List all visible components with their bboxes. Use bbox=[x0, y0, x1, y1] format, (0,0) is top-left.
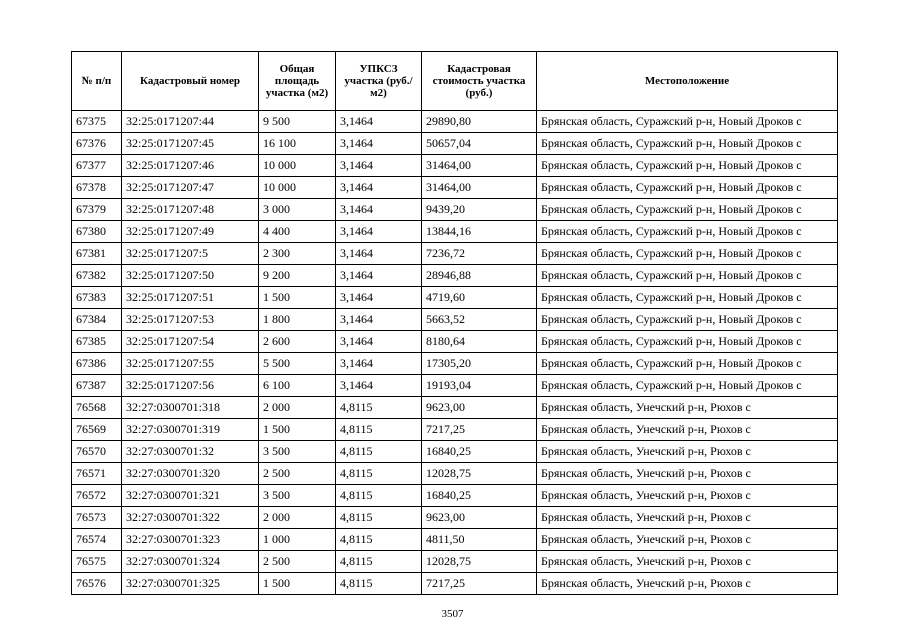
cell-total-area: 10 000 bbox=[259, 155, 336, 177]
cell-upksz: 3,1464 bbox=[336, 133, 422, 155]
cell-upksz: 4,8115 bbox=[336, 463, 422, 485]
cell-total-area: 2 500 bbox=[259, 463, 336, 485]
table-row bbox=[72, 133, 838, 155]
cell-upksz: 4,8115 bbox=[336, 419, 422, 441]
cell-cadastral-number: 32:25:0171207:5 bbox=[122, 243, 259, 265]
table-row bbox=[72, 463, 838, 485]
cell-cadastral-number: 32:25:0171207:46 bbox=[122, 155, 259, 177]
cell-number: 67375 bbox=[72, 111, 122, 133]
cell-number: 76571 bbox=[72, 463, 122, 485]
cell-cadastral-number: 32:27:0300701:324 bbox=[122, 551, 259, 573]
cell-cadastral-value: 9623,00 bbox=[422, 397, 537, 419]
cell-number: 67376 bbox=[72, 133, 122, 155]
cell-location: Брянская область, Суражский р-н, Новый Дроков с bbox=[537, 111, 838, 133]
table-row bbox=[72, 419, 838, 441]
cell-location: Брянская область, Унечский р-н, Рюхов с bbox=[537, 551, 838, 573]
cell-cadastral-value: 29890,80 bbox=[422, 111, 537, 133]
cell-location: Брянская область, Суражский р-н, Новый Дроков с bbox=[537, 265, 838, 287]
cell-location: Брянская область, Унечский р-н, Рюхов с bbox=[537, 507, 838, 529]
cell-upksz: 3,1464 bbox=[336, 353, 422, 375]
cell-cadastral-number: 32:25:0171207:45 bbox=[122, 133, 259, 155]
cell-cadastral-value: 16840,25 bbox=[422, 485, 537, 507]
cell-total-area: 4 400 bbox=[259, 221, 336, 243]
cell-location: Брянская область, Суражский р-н, Новый Дроков с bbox=[537, 199, 838, 221]
table-row bbox=[72, 265, 838, 287]
cell-upksz: 4,8115 bbox=[336, 551, 422, 573]
cell-cadastral-value: 16840,25 bbox=[422, 441, 537, 463]
cell-location: Брянская область, Унечский р-н, Рюхов с bbox=[537, 419, 838, 441]
cell-cadastral-value: 19193,04 bbox=[422, 375, 537, 397]
cell-upksz: 4,8115 bbox=[336, 397, 422, 419]
cell-number: 67384 bbox=[72, 309, 122, 331]
table-row bbox=[72, 309, 838, 331]
cell-upksz: 4,8115 bbox=[336, 485, 422, 507]
cell-upksz: 4,8115 bbox=[336, 507, 422, 529]
cell-total-area: 1 500 bbox=[259, 419, 336, 441]
cell-cadastral-number: 32:27:0300701:318 bbox=[122, 397, 259, 419]
cell-cadastral-value: 28946,88 bbox=[422, 265, 537, 287]
header-cadastral-value: Кадастровая стоимость участка (руб.) bbox=[422, 52, 537, 111]
cell-upksz: 3,1464 bbox=[336, 177, 422, 199]
table-row bbox=[72, 375, 838, 397]
cell-cadastral-value: 12028,75 bbox=[422, 463, 537, 485]
cell-upksz: 3,1464 bbox=[336, 265, 422, 287]
cell-total-area: 2 300 bbox=[259, 243, 336, 265]
cell-location: Брянская область, Унечский р-н, Рюхов с bbox=[537, 463, 838, 485]
cell-cadastral-number: 32:27:0300701:321 bbox=[122, 485, 259, 507]
cell-cadastral-number: 32:25:0171207:47 bbox=[122, 177, 259, 199]
cell-number: 67387 bbox=[72, 375, 122, 397]
table-row bbox=[72, 177, 838, 199]
table-row bbox=[72, 353, 838, 375]
cell-cadastral-number: 32:27:0300701:320 bbox=[122, 463, 259, 485]
cell-total-area: 2 500 bbox=[259, 551, 336, 573]
cell-number: 67383 bbox=[72, 287, 122, 309]
table-row bbox=[72, 573, 838, 595]
cell-total-area: 2 000 bbox=[259, 397, 336, 419]
cell-cadastral-value: 31464,00 bbox=[422, 177, 537, 199]
cell-location: Брянская область, Унечский р-н, Рюхов с bbox=[537, 573, 838, 595]
cell-number: 76570 bbox=[72, 441, 122, 463]
cell-upksz: 3,1464 bbox=[336, 243, 422, 265]
table-row bbox=[72, 551, 838, 573]
cell-total-area: 3 000 bbox=[259, 199, 336, 221]
cell-cadastral-number: 32:27:0300701:319 bbox=[122, 419, 259, 441]
cell-cadastral-number: 32:27:0300701:323 bbox=[122, 529, 259, 551]
cell-cadastral-value: 31464,00 bbox=[422, 155, 537, 177]
table-row bbox=[72, 155, 838, 177]
header-total-area: Общая площадь участка (м2) bbox=[259, 52, 336, 111]
cell-total-area: 16 100 bbox=[259, 133, 336, 155]
table-header-row bbox=[72, 52, 838, 111]
cell-number: 76568 bbox=[72, 397, 122, 419]
cell-cadastral-value: 7217,25 bbox=[422, 573, 537, 595]
cell-total-area: 2 000 bbox=[259, 507, 336, 529]
cell-total-area: 5 500 bbox=[259, 353, 336, 375]
header-number: № п/п bbox=[72, 52, 122, 111]
cell-upksz: 4,8115 bbox=[336, 529, 422, 551]
cell-cadastral-number: 32:25:0171207:53 bbox=[122, 309, 259, 331]
cell-cadastral-value: 7236,72 bbox=[422, 243, 537, 265]
cell-total-area: 2 600 bbox=[259, 331, 336, 353]
cell-total-area: 1 500 bbox=[259, 287, 336, 309]
cell-upksz: 3,1464 bbox=[336, 155, 422, 177]
cell-location: Брянская область, Унечский р-н, Рюхов с bbox=[537, 529, 838, 551]
cell-cadastral-number: 32:27:0300701:325 bbox=[122, 573, 259, 595]
cell-location: Брянская область, Суражский р-н, Новый Дроков с bbox=[537, 243, 838, 265]
cell-cadastral-value: 13844,16 bbox=[422, 221, 537, 243]
cell-location: Брянская область, Суражский р-н, Новый Дроков с bbox=[537, 375, 838, 397]
cell-total-area: 6 100 bbox=[259, 375, 336, 397]
table-row bbox=[72, 441, 838, 463]
cell-cadastral-value: 9439,20 bbox=[422, 199, 537, 221]
cell-number: 76574 bbox=[72, 529, 122, 551]
table-row bbox=[72, 287, 838, 309]
cell-location: Брянская область, Унечский р-н, Рюхов с bbox=[537, 397, 838, 419]
cell-cadastral-value: 12028,75 bbox=[422, 551, 537, 573]
cell-number: 67378 bbox=[72, 177, 122, 199]
header-upksz: УПКСЗ участка (руб./м2) bbox=[336, 52, 422, 111]
cell-number: 67379 bbox=[72, 199, 122, 221]
table-row bbox=[72, 111, 838, 133]
cell-upksz: 3,1464 bbox=[336, 111, 422, 133]
table-row bbox=[72, 507, 838, 529]
cell-upksz: 3,1464 bbox=[336, 375, 422, 397]
cell-cadastral-number: 32:25:0171207:54 bbox=[122, 331, 259, 353]
cell-cadastral-number: 32:25:0171207:51 bbox=[122, 287, 259, 309]
cell-cadastral-number: 32:27:0300701:32 bbox=[122, 441, 259, 463]
cell-total-area: 3 500 bbox=[259, 441, 336, 463]
header-cadastral-number: Кадастровый номер bbox=[122, 52, 259, 111]
cell-total-area: 1 500 bbox=[259, 573, 336, 595]
cell-number: 76569 bbox=[72, 419, 122, 441]
table-row bbox=[72, 397, 838, 419]
table-row bbox=[72, 529, 838, 551]
cell-number: 67385 bbox=[72, 331, 122, 353]
cell-cadastral-number: 32:25:0171207:56 bbox=[122, 375, 259, 397]
table-body bbox=[72, 111, 838, 595]
table-row bbox=[72, 221, 838, 243]
cell-upksz: 4,8115 bbox=[336, 441, 422, 463]
cell-location: Брянская область, Суражский р-н, Новый Дроков с bbox=[537, 133, 838, 155]
cell-location: Брянская область, Суражский р-н, Новый Дроков с bbox=[537, 287, 838, 309]
cell-total-area: 1 000 bbox=[259, 529, 336, 551]
table-row bbox=[72, 331, 838, 353]
cell-number: 76573 bbox=[72, 507, 122, 529]
cell-cadastral-value: 7217,25 bbox=[422, 419, 537, 441]
cell-upksz: 3,1464 bbox=[336, 221, 422, 243]
table-row bbox=[72, 199, 838, 221]
cell-number: 67380 bbox=[72, 221, 122, 243]
cell-number: 67377 bbox=[72, 155, 122, 177]
cell-location: Брянская область, Суражский р-н, Новый Дроков с bbox=[537, 177, 838, 199]
cell-total-area: 3 500 bbox=[259, 485, 336, 507]
cell-location: Брянская область, Суражский р-н, Новый Дроков с bbox=[537, 155, 838, 177]
cell-cadastral-number: 32:25:0171207:50 bbox=[122, 265, 259, 287]
cell-cadastral-number: 32:25:0171207:55 bbox=[122, 353, 259, 375]
cell-number: 76572 bbox=[72, 485, 122, 507]
cell-cadastral-number: 32:25:0171207:49 bbox=[122, 221, 259, 243]
cell-total-area: 10 000 bbox=[259, 177, 336, 199]
cadastral-value-table bbox=[71, 51, 838, 595]
cell-upksz: 3,1464 bbox=[336, 199, 422, 221]
cell-upksz: 3,1464 bbox=[336, 331, 422, 353]
cell-cadastral-value: 8180,64 bbox=[422, 331, 537, 353]
cell-cadastral-value: 17305,20 bbox=[422, 353, 537, 375]
cell-number: 67386 bbox=[72, 353, 122, 375]
cell-number: 67381 bbox=[72, 243, 122, 265]
cell-cadastral-number: 32:27:0300701:322 bbox=[122, 507, 259, 529]
cell-total-area: 1 800 bbox=[259, 309, 336, 331]
cell-upksz: 3,1464 bbox=[336, 287, 422, 309]
header-location: Местоположение bbox=[537, 52, 838, 111]
cell-location: Брянская область, Суражский р-н, Новый Дроков с bbox=[537, 353, 838, 375]
cell-total-area: 9 500 bbox=[259, 111, 336, 133]
page-number: 3507 bbox=[441, 608, 464, 620]
cell-cadastral-number: 32:25:0171207:44 bbox=[122, 111, 259, 133]
cell-upksz: 4,8115 bbox=[336, 573, 422, 595]
cell-cadastral-value: 5663,52 bbox=[422, 309, 537, 331]
cell-cadastral-value: 4811,50 bbox=[422, 529, 537, 551]
cell-cadastral-number: 32:25:0171207:48 bbox=[122, 199, 259, 221]
cell-number: 76575 bbox=[72, 551, 122, 573]
cell-number: 67382 bbox=[72, 265, 122, 287]
cell-total-area: 9 200 bbox=[259, 265, 336, 287]
cell-cadastral-value: 4719,60 bbox=[422, 287, 537, 309]
cell-location: Брянская область, Суражский р-н, Новый Дроков с bbox=[537, 309, 838, 331]
cell-location: Брянская область, Унечский р-н, Рюхов с bbox=[537, 485, 838, 507]
cell-cadastral-value: 9623,00 bbox=[422, 507, 537, 529]
table-row bbox=[72, 485, 838, 507]
cell-upksz: 3,1464 bbox=[336, 309, 422, 331]
table-row bbox=[72, 243, 838, 265]
cell-location: Брянская область, Суражский р-н, Новый Дроков с bbox=[537, 221, 838, 243]
cell-number: 76576 bbox=[72, 573, 122, 595]
cell-cadastral-value: 50657,04 bbox=[422, 133, 537, 155]
cell-location: Брянская область, Унечский р-н, Рюхов с bbox=[537, 441, 838, 463]
cell-location: Брянская область, Суражский р-н, Новый Дроков с bbox=[537, 331, 838, 353]
